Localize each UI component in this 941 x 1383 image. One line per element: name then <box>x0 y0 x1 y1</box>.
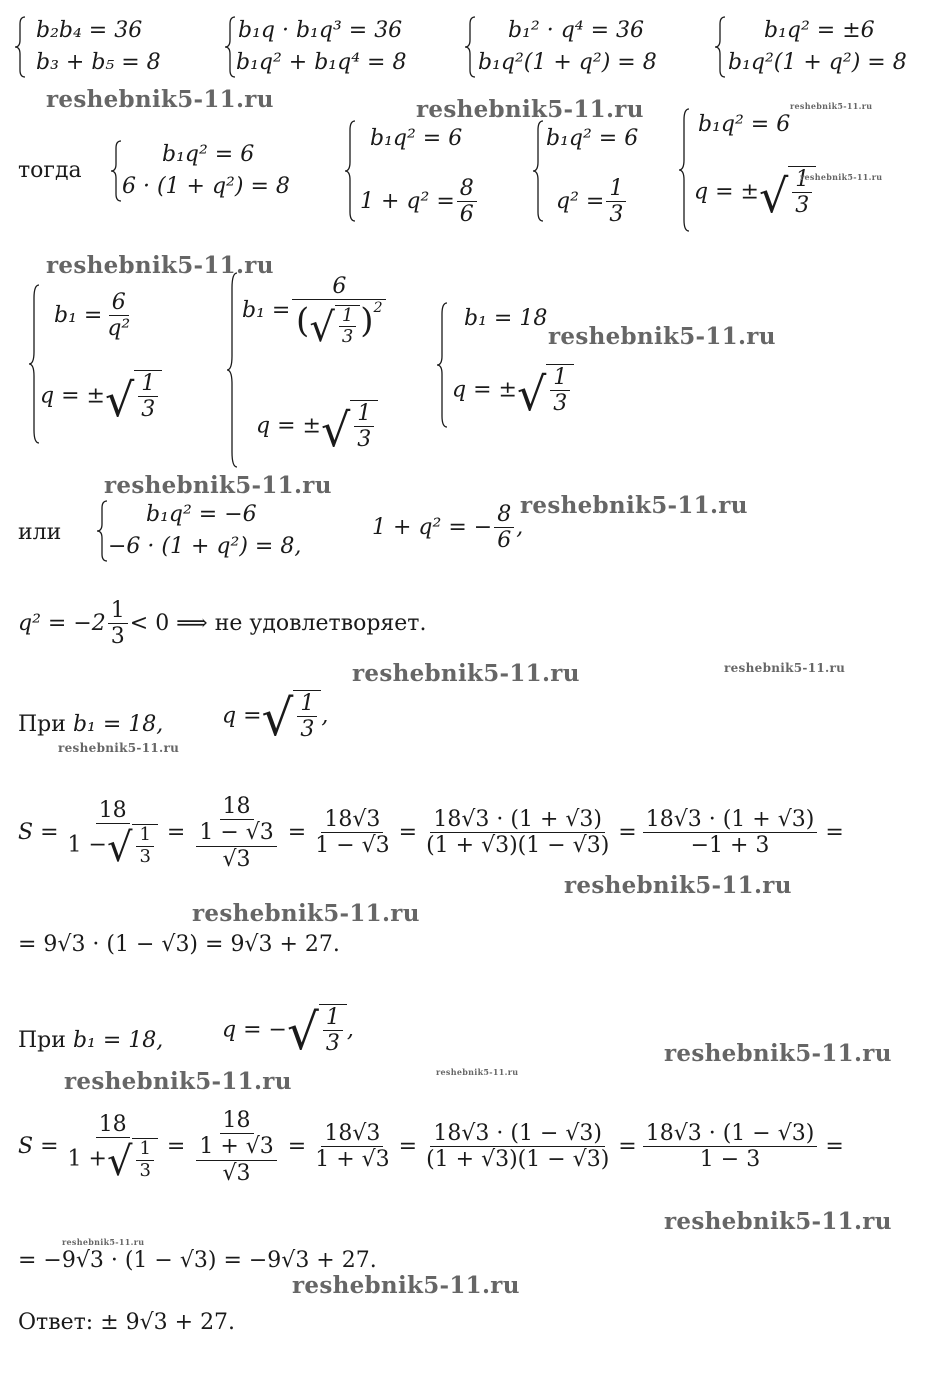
equals: = <box>166 1133 186 1159</box>
system-1 <box>14 16 214 78</box>
radicand <box>319 1004 347 1057</box>
numerator: 18 <box>220 794 254 820</box>
case1-sum-line <box>18 794 844 872</box>
denominator: √3 <box>222 846 251 872</box>
comma: , <box>294 534 302 559</box>
denominator: −1 + 3 <box>690 833 770 859</box>
den-left: 1 + <box>67 1147 107 1173</box>
s-label: S = <box>18 819 59 845</box>
numerator: 6 <box>109 290 129 316</box>
square-root <box>106 824 158 871</box>
radical-icon: √ <box>261 688 294 747</box>
equation-left: q = ± <box>694 179 759 205</box>
numerator: 1 − √3 <box>196 820 276 846</box>
fraction <box>643 1121 818 1173</box>
fraction <box>550 365 570 417</box>
equation-left: q = ± <box>256 413 321 439</box>
radical-icon: √ <box>106 1138 133 1185</box>
numerator: 1 <box>792 167 812 193</box>
equals: = <box>287 1133 307 1159</box>
numerator: 1 <box>108 598 128 624</box>
equation-text: −6 · (1 + q²) = 8 <box>108 534 295 559</box>
numerator: 18√3 · (1 + √3) <box>430 807 605 833</box>
fraction <box>292 274 386 351</box>
equation: 6 · (1 + q²) = 8 <box>122 174 290 199</box>
denominator <box>191 1134 281 1186</box>
equation <box>242 274 388 351</box>
equation-left: 1 + q² = <box>360 188 455 214</box>
brace-icon <box>532 120 544 222</box>
radical-icon: √ <box>758 168 789 223</box>
radicand <box>134 370 162 423</box>
brace-icon <box>224 16 236 78</box>
fraction <box>65 1112 161 1185</box>
watermark: reshebnik5-11.ru <box>64 1068 292 1095</box>
brace-icon <box>464 16 476 78</box>
case2-sum-line <box>18 1108 844 1186</box>
equation <box>18 598 426 650</box>
square-root <box>516 364 574 421</box>
equation: b₁q · b₁q³ = 36 <box>238 18 403 43</box>
denominator <box>65 824 161 871</box>
numerator: 1 + √3 <box>196 1134 276 1160</box>
equation: b₁q²(1 + q²) = 8 <box>728 50 907 75</box>
denominator: 3 <box>795 193 810 219</box>
equation: b₁q² = 6 <box>162 142 255 167</box>
square-root <box>286 1002 347 1061</box>
radical-icon: √ <box>104 372 135 427</box>
equals: = <box>825 1133 844 1159</box>
watermark: reshebnik5-11.ru <box>58 741 180 755</box>
numerator: 1 <box>136 825 153 847</box>
brace-icon <box>678 108 690 232</box>
system-5 <box>110 140 310 202</box>
numerator: 1 <box>138 371 158 397</box>
square-root <box>320 400 378 457</box>
denominator: 6 <box>459 202 474 228</box>
system-10 <box>226 272 406 468</box>
answer-value: ± 9√3 + 27. <box>100 1310 236 1335</box>
radicand <box>293 690 321 743</box>
b1-value: b₁ = 18, <box>72 712 164 737</box>
fraction <box>643 807 818 859</box>
equals: = <box>618 1133 637 1159</box>
numerator: 18 <box>220 1108 254 1134</box>
radicand <box>546 364 574 417</box>
fraction <box>196 820 276 872</box>
fraction <box>323 1005 343 1057</box>
fraction <box>423 1121 612 1173</box>
system-11 <box>436 302 596 428</box>
brace-icon <box>436 302 448 428</box>
denominator: 1 − 3 <box>699 1147 761 1173</box>
case2-header <box>18 1030 163 1052</box>
equation: b₁q²(1 + q²) = 8 <box>478 50 657 75</box>
system-9 <box>28 284 188 444</box>
equation-left: q = ± <box>40 383 105 409</box>
equation: b₁q² = 6 <box>698 112 791 137</box>
equals: = <box>398 1133 418 1159</box>
equation <box>108 536 301 558</box>
equation <box>452 364 574 421</box>
numerator: 1 <box>339 306 356 328</box>
equation <box>694 166 816 223</box>
fraction <box>297 691 317 743</box>
radicand <box>350 400 378 453</box>
equation: b₁q² = ±6 <box>764 18 875 43</box>
denominator: (1 + √3)(1 − √3) <box>426 1147 610 1173</box>
radical-icon: √ <box>309 304 335 351</box>
case1-header <box>18 714 163 736</box>
system-2 <box>224 16 434 78</box>
radical-icon: √ <box>516 366 547 421</box>
fraction <box>65 798 161 871</box>
numerator: 1 <box>354 401 374 427</box>
fraction <box>354 401 374 453</box>
watermark: reshebnik5-11.ru <box>724 661 846 675</box>
equation <box>54 290 135 342</box>
numerator: 8 <box>457 176 477 202</box>
equation <box>372 502 523 554</box>
radical-icon: √ <box>320 402 351 457</box>
fraction <box>196 1134 276 1186</box>
den-left: 1 − <box>67 833 107 859</box>
denominator: 3 <box>141 397 156 423</box>
numerator: 18 <box>96 1112 130 1138</box>
denominator: 3 <box>325 1031 340 1057</box>
radical-icon: √ <box>106 824 133 871</box>
system-7 <box>532 120 662 228</box>
fraction <box>312 807 392 859</box>
q-left: q = − <box>222 1017 287 1043</box>
numerator: 8 <box>494 502 514 528</box>
word-togda: тогда <box>18 158 82 183</box>
verdict: не удовлетворяет. <box>214 610 427 636</box>
watermark: reshebnik5-11.ru <box>800 172 883 182</box>
watermark: reshebnik5-11.ru <box>192 900 420 927</box>
equation-left: b₁ = <box>242 297 291 323</box>
numerator: 18√3 · (1 − √3) <box>643 1121 818 1147</box>
equals: = <box>398 819 418 845</box>
denominator: 3 <box>609 202 624 228</box>
numerator: 18 <box>96 798 130 824</box>
denominator <box>191 820 281 872</box>
exponent: 2 <box>373 300 383 317</box>
brace-icon <box>110 140 122 202</box>
numerator: 1 <box>323 1005 343 1031</box>
comma: , <box>321 703 329 729</box>
equation-right: < 0 ⟹ <box>129 610 208 636</box>
numerator: 1 <box>297 691 317 717</box>
numerator: 1 <box>606 176 626 202</box>
radicand <box>132 824 157 867</box>
answer-line <box>18 1312 235 1334</box>
equation: b₁q² = 6 <box>370 126 463 151</box>
radicand <box>132 1138 157 1181</box>
denominator: 3 <box>357 427 372 453</box>
equation <box>256 400 378 457</box>
q-value <box>222 1002 354 1061</box>
numerator: 18√3 <box>321 1121 383 1147</box>
watermark: reshebnik5-11.ru <box>436 1067 519 1077</box>
equation: b₂b₄ = 36 <box>36 18 143 43</box>
watermark: reshebnik5-11.ru <box>46 252 274 279</box>
equation: b₁² · q⁴ = 36 <box>508 18 645 43</box>
s-label: S = <box>18 1133 59 1159</box>
brace-icon <box>28 284 40 444</box>
square-root <box>261 688 322 747</box>
fraction <box>494 502 514 554</box>
brace-icon <box>714 16 726 78</box>
word-otvet: Ответ: <box>18 1310 94 1335</box>
watermark: reshebnik5-11.ru <box>564 872 792 899</box>
equation: b₁q² = 6 <box>546 126 639 151</box>
equals: = <box>618 819 637 845</box>
equals: = <box>166 819 186 845</box>
equation-left: q² = −2 <box>18 610 106 636</box>
case2-result: = −9√3 · (1 − √3) = −9√3 + 27. <box>18 1248 377 1273</box>
denominator: ( √ $\frac{1}{3}$ )$^2$ <box>296 300 383 351</box>
comma: , <box>516 514 524 540</box>
radicand <box>335 305 360 348</box>
numerator: 1 <box>136 1139 153 1161</box>
equation: b₁q² = −6 <box>146 502 257 527</box>
equation-left: q² = <box>556 188 605 214</box>
equation-left: 1 + q² = − <box>372 514 493 540</box>
watermark: reshebnik5-11.ru <box>416 96 644 123</box>
word-pri: При <box>18 1028 66 1053</box>
denominator: 3 <box>300 717 315 743</box>
equation: b₁q² + b₁q⁴ = 8 <box>236 50 407 75</box>
denominator: 1 + √3 <box>315 1147 390 1173</box>
b1-value: b₁ = 18, <box>72 1028 164 1053</box>
q-left: q = <box>222 703 262 729</box>
numerator: 6 <box>292 274 386 300</box>
word-pri: При <box>18 712 66 737</box>
fraction <box>108 598 128 650</box>
system-12 <box>96 500 336 562</box>
watermark: reshebnik5-11.ru <box>664 1040 892 1067</box>
brace-icon <box>96 500 108 562</box>
fraction <box>191 794 281 872</box>
denominator: q² <box>107 316 131 342</box>
system-3 <box>464 16 684 78</box>
equation: b₁ = 18 <box>464 306 548 331</box>
brace-icon <box>14 16 26 78</box>
denominator: 6 <box>497 528 512 554</box>
square-root <box>104 370 162 427</box>
equals: = <box>287 819 307 845</box>
watermark: reshebnik5-11.ru <box>548 323 776 350</box>
denominator: 3 <box>553 391 568 417</box>
denominator: 3 <box>110 624 125 650</box>
system-4 <box>714 16 934 78</box>
fraction <box>191 1108 281 1186</box>
fraction <box>312 1121 392 1173</box>
radical-icon: √ <box>286 1002 319 1061</box>
equation <box>360 176 479 228</box>
watermark: reshebnik5-11.ru <box>790 101 873 111</box>
equals: = <box>825 819 844 845</box>
square-root <box>106 1138 158 1185</box>
numerator: 18√3 · (1 − √3) <box>430 1121 605 1147</box>
watermark: reshebnik5-11.ru <box>292 1272 520 1299</box>
denominator: 1 − √3 <box>315 833 390 859</box>
denominator: 3 <box>139 846 151 868</box>
equation <box>40 370 162 427</box>
fraction <box>339 306 356 348</box>
brace-icon <box>226 272 238 468</box>
denominator: (1 + √3)(1 − √3) <box>426 833 610 859</box>
system-8 <box>678 108 888 232</box>
denominator <box>65 1138 161 1185</box>
fraction <box>104 290 133 342</box>
denominator: √3 <box>222 1160 251 1186</box>
comma: , <box>346 1017 354 1043</box>
watermark: reshebnik5-11.ru <box>104 472 332 499</box>
watermark: reshebnik5-11.ru <box>352 660 580 687</box>
equation-left: q = ± <box>452 377 517 403</box>
case1-result: = 9√3 · (1 − √3) = 9√3 + 27. <box>18 932 340 957</box>
brace-icon <box>344 120 356 222</box>
numerator: 18√3 · (1 + √3) <box>643 807 818 833</box>
equation-left: b₁ = <box>54 302 103 328</box>
fraction <box>606 176 626 228</box>
denominator: 3 <box>139 1160 151 1182</box>
equation: b₃ + b₅ = 8 <box>36 50 161 75</box>
watermark: reshebnik5-11.ru <box>46 86 274 113</box>
denominator: 3 <box>341 326 354 348</box>
numerator: 1 <box>550 365 570 391</box>
q-value <box>222 688 329 747</box>
fraction <box>136 825 153 867</box>
numerator: 18√3 <box>321 807 383 833</box>
watermark: reshebnik5-11.ru <box>664 1208 892 1235</box>
fraction <box>457 176 477 228</box>
watermark: reshebnik5-11.ru <box>520 492 748 519</box>
fraction <box>138 371 158 423</box>
system-6 <box>344 120 494 228</box>
fraction <box>136 1139 153 1181</box>
word-ili: или <box>18 520 62 545</box>
equation <box>556 176 628 228</box>
fraction <box>423 807 612 859</box>
watermark: reshebnik5-11.ru <box>62 1237 145 1247</box>
